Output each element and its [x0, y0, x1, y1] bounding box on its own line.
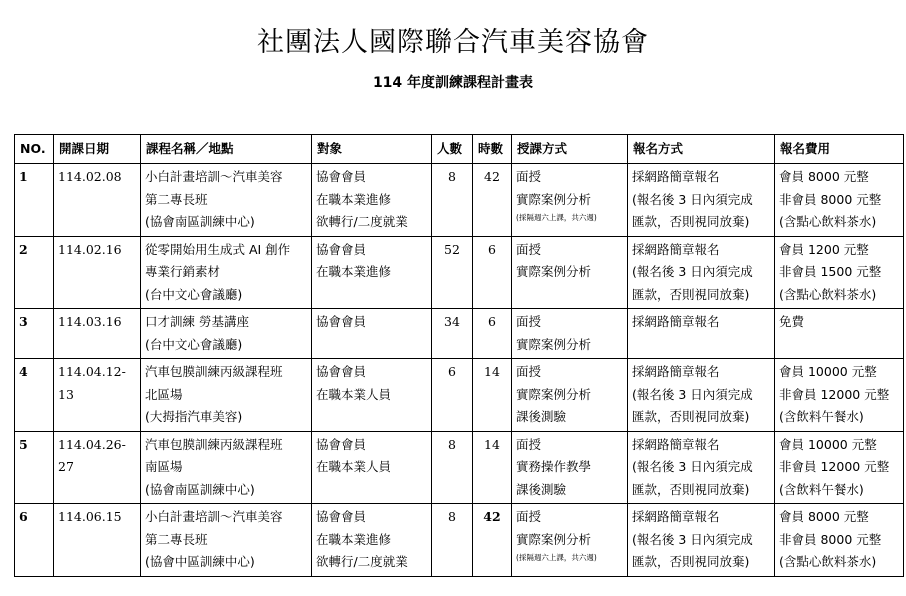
course-line: 汽車包膜訓練丙級課程班	[145, 364, 283, 379]
date-line: 114.04.12-	[58, 364, 126, 379]
row-method	[512, 504, 628, 577]
date-line: 13	[58, 386, 74, 402]
row-people: 6	[432, 359, 473, 432]
table-body	[15, 164, 904, 577]
header-people: 人數	[432, 135, 473, 164]
fee-line: 會員 10000 元整	[779, 364, 877, 379]
method-line: 實際案例分析	[516, 531, 592, 547]
row-date	[54, 431, 141, 504]
signup-line: 匯款，否則視同放棄)	[632, 286, 750, 302]
table-row	[15, 164, 904, 237]
signup-line: (報名後 3 日內須完成	[632, 531, 753, 547]
fee-line: 非會員 8000 元整	[779, 191, 882, 207]
header-target: 對象	[312, 135, 432, 164]
row-number: 4	[15, 359, 54, 432]
row-fee	[775, 309, 904, 359]
target-line: 在職本業進修	[316, 264, 392, 279]
row-course	[141, 431, 312, 504]
row-number: 3	[15, 309, 54, 359]
signup-line: 採網路簡章報名	[632, 436, 720, 452]
target-line: 在職本業進修	[316, 191, 392, 207]
signup-line: 匯款，否則視同放棄)	[632, 481, 750, 497]
row-target	[312, 164, 432, 237]
header-course-location: 課程名稱／地點	[141, 135, 312, 164]
table-row	[15, 431, 904, 504]
row-signup	[628, 236, 775, 309]
target-line: 協會會員	[316, 314, 367, 329]
header-start-date: 開課日期	[54, 135, 141, 164]
signup-line: 採網路簡章報名	[632, 241, 720, 257]
fee-line: 會員 8000 元整	[779, 509, 869, 524]
row-people: 8	[432, 164, 473, 237]
course-line: 口才訓練 勞基講座	[145, 314, 249, 329]
course-line: 汽車包膜訓練丙級課程班	[145, 436, 283, 452]
course-line: 北區場	[145, 386, 183, 402]
fee-line: (含點心飲料茶水)	[779, 286, 877, 302]
fee-line: (含點心飲料茶水)	[779, 554, 877, 569]
row-hours: 42	[473, 164, 512, 237]
method-line: 面授	[516, 364, 542, 379]
fee-line: 免費	[779, 314, 805, 329]
row-course	[141, 504, 312, 577]
method-line: 面授	[516, 509, 542, 524]
method-note: (採隔週六上課，共六週)	[516, 213, 597, 222]
table-row	[15, 309, 904, 359]
method-line: 實際案例分析	[516, 336, 592, 352]
method-line: 課後測驗	[516, 409, 567, 424]
row-fee	[775, 359, 904, 432]
method-line: 實際案例分析	[516, 264, 592, 279]
row-target	[312, 309, 432, 359]
fee-line: 非會員 12000 元整	[779, 459, 890, 474]
course-line: (大拇指汽車美容)	[145, 409, 243, 424]
course-line: (協會中區訓練中心)	[145, 554, 255, 569]
date-line: 114.02.08	[58, 169, 122, 184]
row-hours: 6	[473, 309, 512, 359]
row-hours: 14	[473, 431, 512, 504]
row-signup	[628, 431, 775, 504]
signup-line: 匯款，否則視同放棄)	[632, 409, 750, 424]
target-line: 協會會員	[316, 436, 367, 452]
row-hours: 6	[473, 236, 512, 309]
row-date	[54, 309, 141, 359]
method-line: 實務操作教學	[516, 459, 592, 474]
course-line: 南區場	[145, 459, 183, 474]
row-course	[141, 359, 312, 432]
row-target	[312, 359, 432, 432]
row-hours: 14	[473, 359, 512, 432]
row-course	[141, 309, 312, 359]
signup-line: (報名後 3 日內須完成	[632, 459, 753, 474]
table-row	[15, 236, 904, 309]
row-people: 8	[432, 431, 473, 504]
course-line: (協會南區訓練中心)	[145, 481, 255, 497]
signup-line: (報名後 3 日內須完成	[632, 386, 753, 402]
method-line: 面授	[516, 241, 542, 257]
row-hours: 42	[473, 504, 512, 577]
fee-line: 非會員 12000 元整	[779, 386, 890, 402]
row-number: 2	[15, 236, 54, 309]
row-people: 34	[432, 309, 473, 359]
row-date	[54, 236, 141, 309]
method-line: 面授	[516, 314, 542, 329]
fee-line: (含飲料午餐水)	[779, 481, 864, 497]
target-line: 欲轉行/二度就業	[316, 554, 408, 569]
date-line: 114.02.16	[58, 241, 122, 257]
document-title: 社團法人國際聯合汽車美容協會	[257, 27, 649, 58]
row-fee	[775, 236, 904, 309]
course-line: (協會南區訓練中心)	[145, 214, 255, 229]
header-no: NO.	[15, 135, 54, 164]
signup-line: (報名後 3 日內須完成	[632, 264, 753, 279]
method-line: 實際案例分析	[516, 191, 592, 207]
row-fee	[775, 164, 904, 237]
fee-line: 會員 8000 元整	[779, 169, 869, 184]
row-method	[512, 164, 628, 237]
row-method	[512, 309, 628, 359]
course-line: 專業行銷素材	[145, 264, 221, 279]
signup-line: 採網路簡章報名	[632, 169, 720, 184]
signup-line: (報名後 3 日內須完成	[632, 191, 753, 207]
fee-line: 會員 1200 元整	[779, 241, 869, 257]
target-line: 協會會員	[316, 169, 367, 184]
row-people: 52	[432, 236, 473, 309]
row-date	[54, 164, 141, 237]
date-line: 114.04.26-	[58, 436, 126, 452]
fee-line: 會員 10000 元整	[779, 436, 877, 452]
date-line: 114.06.15	[58, 509, 122, 524]
header-hours: 時數	[473, 135, 512, 164]
fee-line: (含點心飲料茶水)	[779, 214, 877, 229]
signup-line: 採網路簡章報名	[632, 509, 720, 524]
header-teaching-method: 授課方式	[512, 135, 628, 164]
row-number: 6	[15, 504, 54, 577]
row-date	[54, 504, 141, 577]
target-line: 協會會員	[316, 364, 367, 379]
date-line: 114.03.16	[58, 314, 122, 329]
row-signup	[628, 164, 775, 237]
row-number: 1	[15, 164, 54, 237]
target-line: 在職本業人員	[316, 386, 392, 402]
fee-line: 非會員 1500 元整	[779, 264, 882, 279]
row-date	[54, 359, 141, 432]
course-line: (台中文心會議廳)	[145, 336, 243, 352]
row-fee	[775, 504, 904, 577]
method-note: (採隔週六上課，共六週)	[516, 553, 597, 562]
fee-line: (含飲料午餐水)	[779, 409, 864, 424]
target-line: 協會會員	[316, 509, 367, 524]
course-line: 小白計畫培訓～汽車美容	[145, 169, 283, 184]
row-signup	[628, 309, 775, 359]
row-method	[512, 431, 628, 504]
row-fee	[775, 431, 904, 504]
method-line: 面授	[516, 169, 542, 184]
signup-line: 採網路簡章報名	[632, 314, 720, 329]
header-fee: 報名費用	[775, 135, 904, 164]
target-line: 欲轉行/二度就業	[316, 214, 408, 229]
row-signup	[628, 359, 775, 432]
course-line: 第二專長班	[145, 191, 208, 207]
row-target	[312, 431, 432, 504]
row-people: 8	[432, 504, 473, 577]
course-line: 小白計畫培訓～汽車美容	[145, 509, 283, 524]
row-target	[312, 504, 432, 577]
row-course	[141, 236, 312, 309]
fee-line: 非會員 8000 元整	[779, 531, 882, 547]
table-row	[15, 359, 904, 432]
target-line: 在職本業人員	[316, 459, 392, 474]
row-number: 5	[15, 431, 54, 504]
row-course	[141, 164, 312, 237]
course-line: (台中文心會議廳)	[145, 286, 243, 302]
course-line: 第二專長班	[145, 531, 208, 547]
signup-line: 匯款，否則視同放棄)	[632, 554, 750, 569]
row-method	[512, 359, 628, 432]
table-row	[15, 504, 904, 577]
target-line: 協會會員	[316, 241, 367, 257]
target-line: 在職本業進修	[316, 531, 392, 547]
header-signup-method: 報名方式	[628, 135, 775, 164]
date-line: 27	[58, 459, 74, 474]
table-header-row	[15, 135, 904, 164]
signup-line: 匯款，否則視同放棄)	[632, 214, 750, 229]
row-target	[312, 236, 432, 309]
row-method	[512, 236, 628, 309]
course-plan-table	[14, 134, 904, 577]
document-subtitle: 114 年度訓練課程計畫表	[372, 75, 534, 91]
method-line: 課後測驗	[516, 481, 567, 497]
course-line: 從零開始用生成式 AI 創作	[145, 241, 291, 257]
method-line: 面授	[516, 436, 542, 452]
row-signup	[628, 504, 775, 577]
signup-line: 採網路簡章報名	[632, 364, 720, 379]
method-line: 實際案例分析	[516, 386, 592, 402]
